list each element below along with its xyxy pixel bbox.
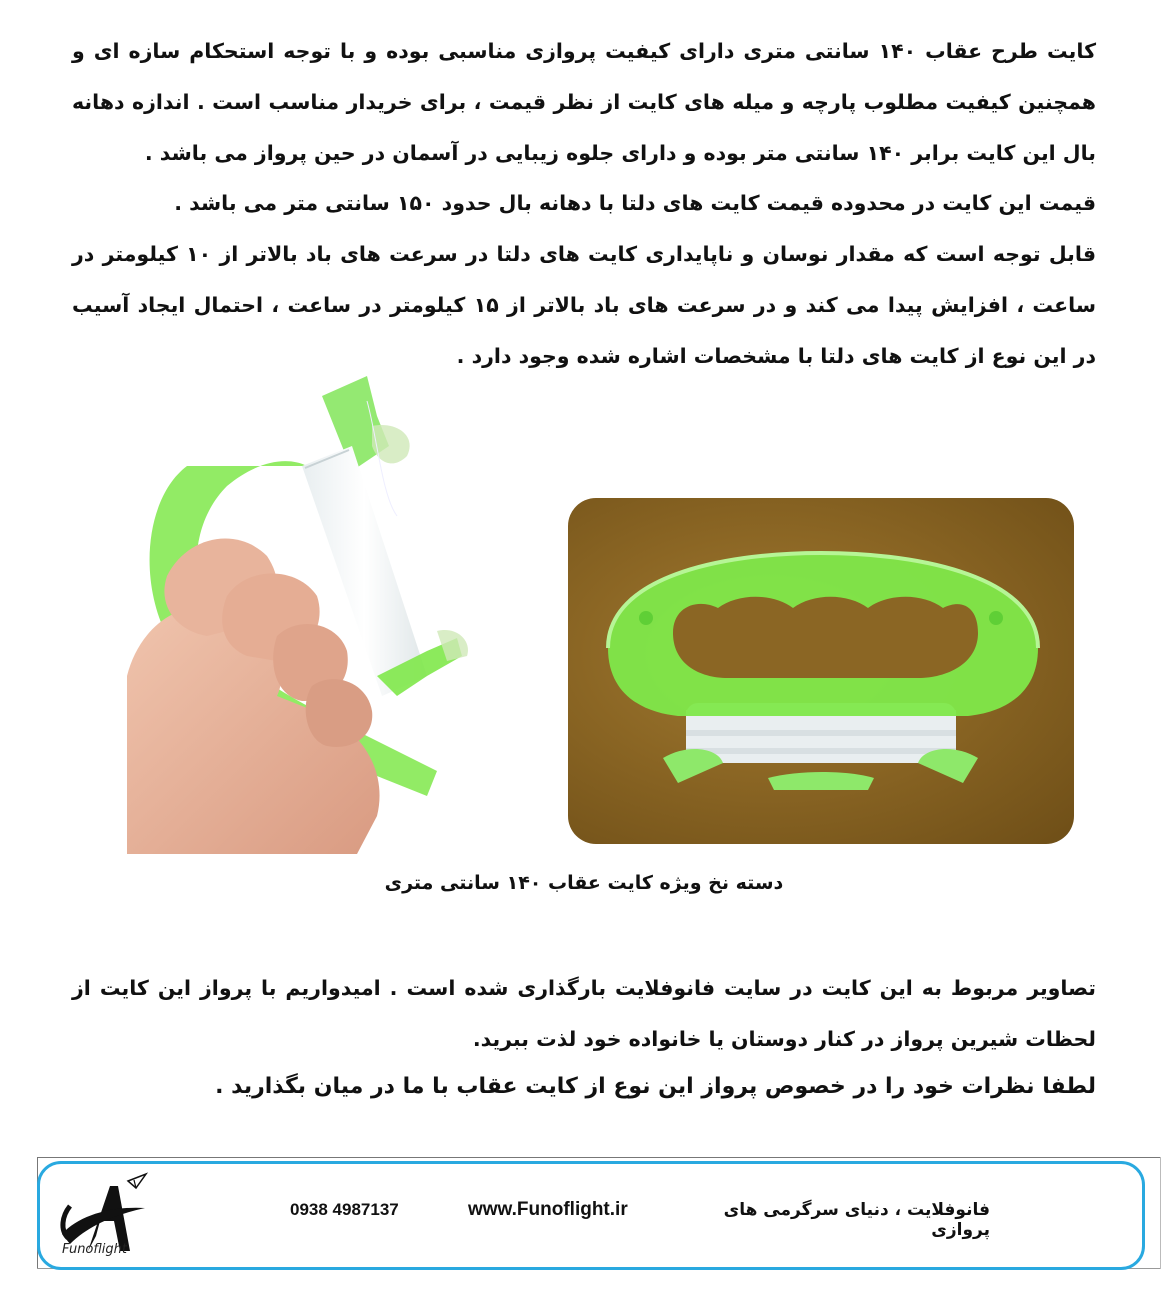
text-line: کایت طرح عقاب ۱۴۰ سانتی متری دارای کیفیت پروازی مناسبی بوده و با توجه استحکام سازه ای و (72, 39, 1096, 63)
text-line: بال این کایت برابر ۱۴۰ سانتی متر بوده و دارای جلوه زیبایی در آسمان در حین پرواز می باشد . (144, 141, 1096, 165)
website-link[interactable]: www.Funoflight.ir (468, 1199, 628, 1220)
paragraph-stability (72, 229, 1096, 382)
text-line: لحظات شیرین پرواز در کنار دوستان یا خانواده خود لذت ببرید. (472, 1027, 1096, 1051)
phone-number: 0938 4987137 (290, 1200, 399, 1219)
text-line: قیمت این کایت در محدوده قیمت کایت های دلتا با دهانه بال حدود ۱۵۰ سانتی متر می باشد . (174, 191, 1096, 215)
text-line: لطفا نظرات خود را در خصوص پرواز این نوع از کایت عقاب با ما در میان بگذارید . (215, 1074, 1096, 1099)
hand-reel-illustration (127, 376, 557, 854)
paragraph-gallery (72, 963, 1096, 1065)
reel-illustration (568, 498, 1074, 844)
text-line: تصاویر مربوط به این کایت در سایت فانوفلایت بارگذاری شده است . امیدواریم با پرواز این کایت از (72, 976, 1096, 1000)
reel-on-table-photo (568, 498, 1074, 844)
text-line: همچنین کیفیت مطلوب پارچه و میله های کایت از نظر قیمت ، برای خریدار مناسب است . اندازه دهانه (72, 90, 1096, 114)
text-line: ساعت ، افزایش پیدا می کند و در سرعت های باد بالاتر از ۱۵ کیلومتر در ساعت ، احتمال ایجاد آسیب (72, 293, 1096, 317)
text-line: در این نوع از کایت های دلتا با مشخصات اشاره شده وجود دارد . (456, 344, 1096, 368)
paragraph-price (72, 178, 1096, 229)
hand-reel-photo (127, 376, 557, 854)
image-caption: دسته نخ ویژه کایت عقاب ۱۴۰ سانتی متری (384, 872, 784, 894)
footer-right-rule (1160, 1157, 1161, 1269)
text-line: قابل توجه است که مقدار نوسان و ناپایداری کایت های دلتا در سرعت های باد بالاتر از ۱۰ کیلومتر در (72, 242, 1096, 266)
logo-text: Funoflight (62, 1242, 127, 1257)
paragraph-comments (72, 1074, 1096, 1099)
paragraph-intro (72, 26, 1096, 179)
footer-top-rule (37, 1157, 1161, 1158)
footer-slogan: فانوفلایت ، دنیای سرگرمی های پروازی (723, 1200, 990, 1240)
